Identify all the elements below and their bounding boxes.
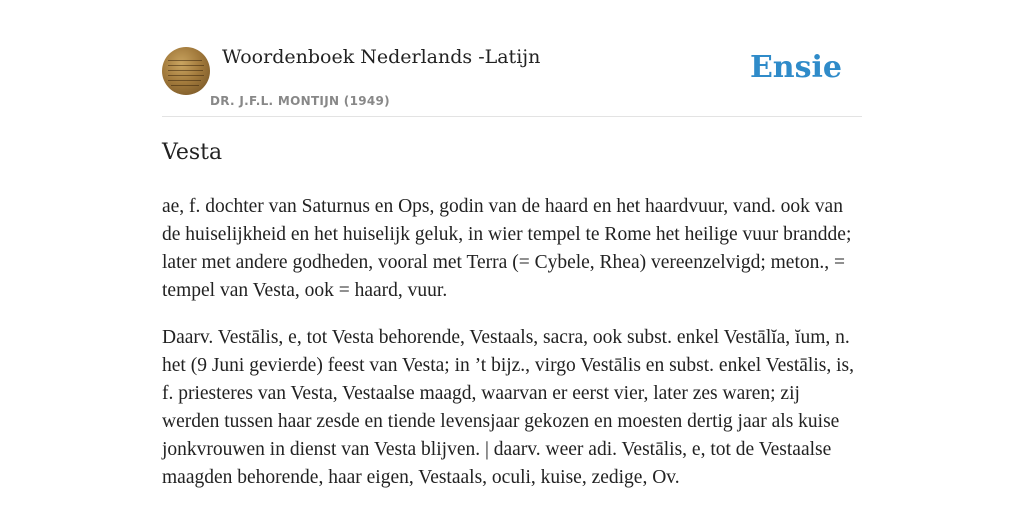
page [162,0,862,488]
header [162,0,862,117]
book-author: DR. J.F.L. MONTIJN (1949) [210,94,390,108]
coin-icon[interactable] [162,47,210,95]
brand-logo-link[interactable]: Ensie [749,50,842,85]
coin-engraving-line [168,65,204,66]
definition-paragraph: Daarv. Vestālis, e, tot Vesta behorende, Vestaals, sacra, ook subst. enkel Vestālĭa, ĭum, n. het (9 Juni gevierde) feest van Vesta; in ’t bijz., virgo Vestālis en subst. enkel Vestālis, is, f. priesteres van Vesta, Vestaalse maagd, waarvan er eerst vier, later zes waren; zij werden tussen haar zesde en tiende levensjaar gekozen en moesten dertig jaar als kuise jonkvrouwen in dienst van Vesta blijven. | daarv. weer adi. Vestālis, e, tot de Vestaalse maagden behorende, haar eigen, Vestaals, oculi, kuise, zedige, Ov. [162,327,854,488]
coin-engraving-line [168,80,201,81]
coin-engraving-line [168,75,204,76]
entry-headword: Vesta [162,140,223,165]
coin-engraving-line [171,85,199,86]
definition-paragraph: ae, f. dochter van Saturnus en Ops, godin van de haard en het haardvuur, vand. ook van de huiselijkheid en het huiselijk geluk, in wier tempel te Rome het heilige vuur brandde; later met andere godheden, vooral met Terra (= Cybele, Rhea) vereenzelvigd; meton., = tempel van Vesta, ook = haard, vuur. [162,196,852,301]
coin-engraving-line [168,70,203,71]
coin-engraving-line [168,60,202,61]
book-title[interactable]: Woordenboek Nederlands -Latijn [222,46,541,68]
entry-definition [162,193,862,511]
